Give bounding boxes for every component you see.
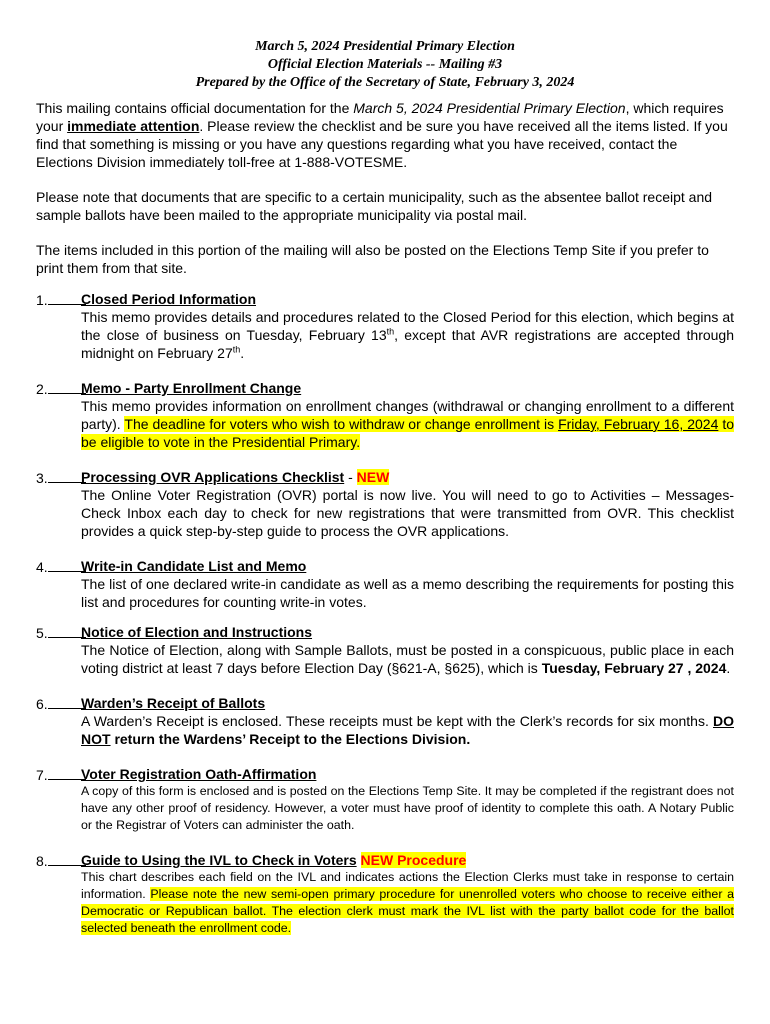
checkbox-blank-line [48,379,86,394]
intro-paragraph-1 [36,99,734,171]
item-number-text: 2. [36,381,48,397]
item-text: . [240,345,245,361]
checklist-item-3 [36,468,734,540]
checkbox-blank-line [48,694,86,709]
item-number-text: 8. [36,853,48,869]
item-description: A copy of this form is enclosed and is posted on the Elections Temp Site. It may be completed if the registrant does not have any other proof of residency. However, a voter must have proof of identity to complete this oath. A Notary Public or the Registrar of Voters can administer the oath. [81,784,734,832]
item-description: The list of one declared write-in candidate as well as a memo describing the requirements for posting this list and procedures for counting write-in votes. [81,576,734,610]
do-emphasis: DO [713,713,734,729]
intro-text: , which requires your [36,100,724,134]
intro-paragraph-2: Please note that documents that are specific to a certain municipality, such as the absentee ballot receipt and sample ballots have been mailed to the appropriate municipality via postal mail. [36,189,713,223]
item-title: Processing OVR Applications Checklist [81,469,345,485]
item-text: This memo provides details and procedures related to the Closed Period for this election, which begins at the close of business on Tuesday, February 13 [81,309,734,343]
header-mailing-title: Official Election Materials -- Mailing #3 [267,57,503,72]
item-title-row [81,468,734,486]
item-number-text: 1. [36,292,48,308]
new-badge: NEW [356,469,390,485]
checklist-item-7 [36,765,734,834]
checklist-item-1 [36,290,734,362]
header-election-title: March 5, 2024 Presidential Primary Election [255,39,515,54]
item-description [81,397,734,451]
item-text: , except that AVR registrations are accepted through midnight on February 27 [81,327,734,361]
item-title: Write-in Candidate List and Memo [81,558,307,574]
item-number-text: 6. [36,696,48,712]
checklist-item-5 [36,623,734,677]
item-title: Memo - Party Enrollment Change [81,380,302,396]
deadline-highlight [81,416,734,450]
checklist-item-6 [36,694,734,748]
item-description [81,641,734,677]
checklist-item-8 [36,851,734,937]
item-description: The Online Voter Registration (OVR) portal is now live. You will need to go to Activities – Messages-Check Inbox each day to check for new registrations that were transmitted from OVR. This checklist provides a quick step-by-step guide to process the OVR applications. [81,487,734,539]
ordinal-suffix: th [386,326,395,337]
checkbox-blank-line [48,765,86,780]
header-prepared-by: Prepared by the Office of the Secretary of State, February 3, 2024 [195,75,575,90]
intro-paragraph-3: The items included in this portion of the mailing will also be posted on the Elections Temp Site if you prefer to print them from that site. [36,242,709,276]
not-emphasis: NOT [81,731,111,747]
item-title: Closed Period Information [81,291,257,307]
item-number-text: 7. [36,767,48,783]
item-description [81,712,734,748]
checkbox-blank-line [48,851,86,866]
item-number [36,694,86,713]
item-description [81,869,734,937]
item-text: This memo provides information on enrollment changes (withdrawal or changing enrollment to a different party). [81,398,734,432]
item-number [36,468,86,487]
item-text: to be eligible to vote in the Presidential Primary. [81,416,735,450]
intro-text: . Please review the checklist and be sure you have received all the items listed. If you find that something is missing or you have any questions regarding what you have received, contact the Elections Division immediately toll-free at 1-888-VOTESME. [36,118,728,170]
election-day-date: Tuesday, February 27 , 2024 [541,660,727,676]
item-number-text: 3. [36,470,48,486]
title-separator [357,852,361,868]
item-description [81,308,734,362]
intro-election-name: March 5, 2024 Presidential Primary Election [353,100,626,116]
document-header [36,38,734,92]
checklist-item-4 [36,557,734,611]
checklist-item-2 [36,379,734,451]
title-separator: - [344,469,357,485]
checkbox-blank-line [48,623,86,638]
item-text: The Notice of Election, along with Sample Ballots, must be posted in a conspicuous, public place in each voting district at least 7 days before Election Day (§621-A, §625), which is [81,642,734,676]
checkbox-blank-line [48,290,86,305]
warning-text: return the Wardens’ Receipt to the Elections Division. [110,731,471,747]
checkbox-blank-line [48,557,86,572]
new-procedure-badge: NEW Procedure [360,852,467,868]
intro-emphasis: immediate attention [67,118,200,134]
checkbox-blank-line [48,468,86,483]
item-title: Notice of Election and Instructions [81,624,313,640]
intro-text: This mailing contains official documentation for the [36,100,354,116]
item-number [36,851,86,870]
item-number [36,557,86,576]
ordinal-suffix: th [232,344,241,355]
item-title: Warden’s Receipt of Ballots [81,695,266,711]
deadline-date: Friday, February 16, 2024 [558,416,719,432]
item-text: This chart describes each field on the IVL and indicates actions the Election Clerks must take in response to certain information. [81,870,734,901]
item-number [36,765,86,784]
item-number [36,623,86,642]
item-number [36,379,86,398]
item-number [36,290,86,309]
item-number-text: 5. [36,625,48,641]
item-title: Guide to Using the IVL to Check in Voters [81,852,357,868]
item-text: A Warden’s Receipt is enclosed. These receipts must be kept with the Clerk’s records for six months. [81,713,713,729]
item-title-row [81,851,734,869]
item-text: The deadline for voters who wish to withdraw or change enrollment is [124,416,559,432]
item-number-text: 4. [36,559,48,575]
procedure-highlight: Please note the new semi-open primary procedure for unenrolled voters who choose to receive either a Democratic or Republican ballot. The election clerk must mark the IVL list with the party ballot code for the ballot selected beneath the enrollment code. [81,887,734,935]
item-title: Voter Registration Oath-Affirmation [81,766,317,782]
item-text: . [726,660,731,676]
